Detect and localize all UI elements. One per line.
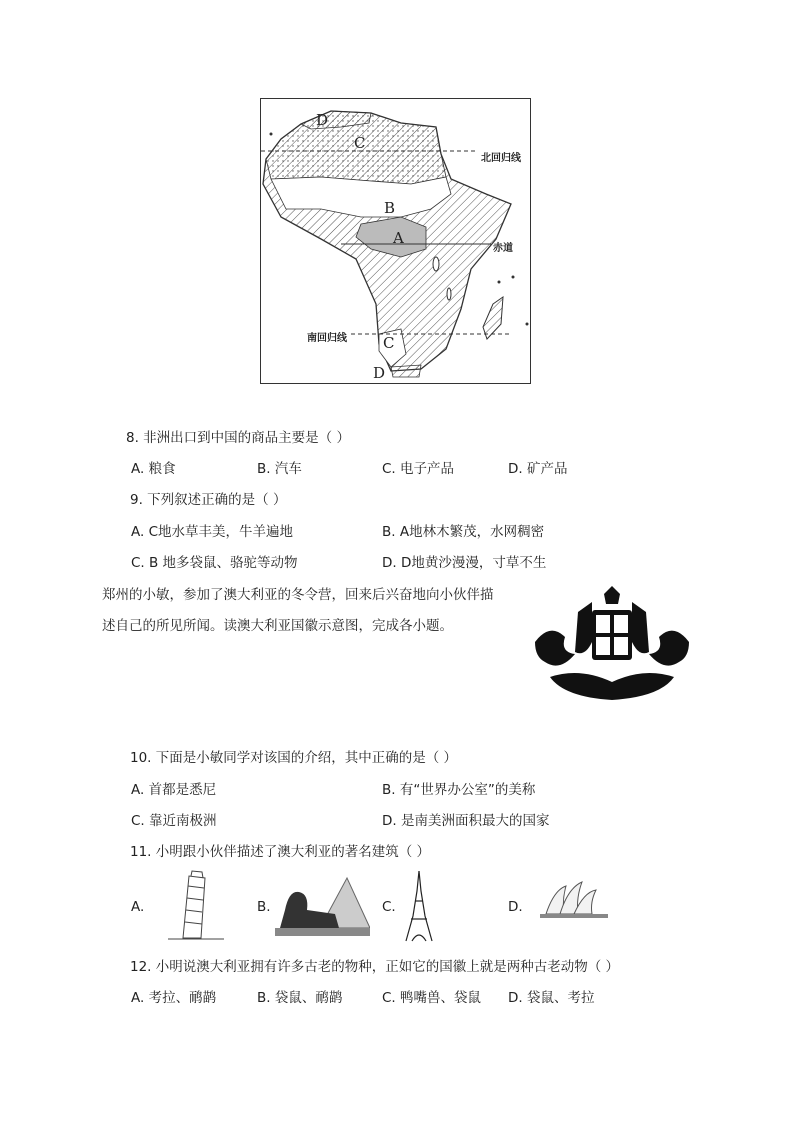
- question-9: 9. 下列叙述正确的是（ ）: [130, 492, 287, 508]
- sphinx-pyramid-icon: [275, 870, 370, 936]
- south-tropic-label: 南回归线: [307, 333, 347, 344]
- q11-option-c: C.: [382, 899, 396, 915]
- q11-option-d: D.: [508, 899, 523, 915]
- q8-option-d: D. 矿产品: [508, 461, 568, 477]
- question-11: 11. 小明跟小伙伴描述了澳大利亚的著名建筑（ ）: [130, 844, 431, 860]
- australia-coat-of-arms-icon: [530, 582, 694, 704]
- q8-option-c: C. 电子产品: [382, 461, 455, 477]
- question-12: 12. 小明说澳大利亚拥有许多古老的物种，正如它的国徽上就是两种古老动物（ ）: [130, 959, 620, 975]
- map-label-a: A: [393, 229, 404, 247]
- q10-option-d: D. 是南美洲面积最大的国家: [382, 813, 550, 829]
- q12-option-a: A. 考拉、鸸鹋: [131, 990, 217, 1006]
- map-label-d-top: D: [316, 111, 329, 129]
- passage-line-2: 述自己的所见所闻。读澳大利亚国徽示意图，完成各小题。: [102, 618, 453, 634]
- q9-option-b: B. A地林木繁茂，水网稠密: [382, 524, 545, 540]
- q9-option-c: C. B 地多袋鼠、骆驼等动物: [131, 555, 298, 571]
- q8-option-a: A. 粮食: [131, 461, 176, 477]
- opera-house-icon: [536, 878, 612, 924]
- q12-option-d: D. 袋鼠、考拉: [508, 990, 595, 1006]
- equator-label: 赤道: [493, 243, 513, 254]
- q12-option-c: C. 鸭嘴兽、袋鼠: [382, 990, 482, 1006]
- eiffel-tower-icon: [404, 871, 434, 943]
- q9-option-d: D. D地黄沙漫漫，寸草不生: [382, 555, 547, 571]
- question-10: 10. 下面是小敏同学对该国的介绍，其中正确的是（ ）: [130, 750, 458, 766]
- map-label-b: B: [384, 199, 396, 217]
- leaning-tower-icon: [158, 868, 230, 942]
- map-label-d-bottom: D: [373, 364, 386, 382]
- map-label-c-bottom: C: [383, 334, 395, 352]
- q12-option-b: B. 袋鼠、鸸鹋: [257, 990, 343, 1006]
- q11-option-b: B.: [257, 899, 271, 915]
- q10-option-c: C. 靠近南极洲: [131, 813, 217, 829]
- passage-line-1: 郑州的小敏，参加了澳大利亚的冬令营，回来后兴奋地向小伙伴描: [102, 587, 494, 603]
- q11-option-a: A.: [131, 899, 145, 915]
- africa-map: [260, 98, 531, 384]
- q10-option-a: A. 首都是悉尼: [131, 782, 217, 798]
- q8-option-b: B. 汽车: [257, 461, 302, 477]
- north-tropic-label: 北回归线: [481, 153, 521, 164]
- q9-option-a: A. C地水草丰美，牛羊遍地: [131, 524, 294, 540]
- map-label-c-top: C: [354, 134, 366, 152]
- question-8: 8. 非洲出口到中国的商品主要是（ ）: [126, 430, 350, 446]
- q10-option-b: B. 有“世界办公室”的美称: [382, 782, 536, 798]
